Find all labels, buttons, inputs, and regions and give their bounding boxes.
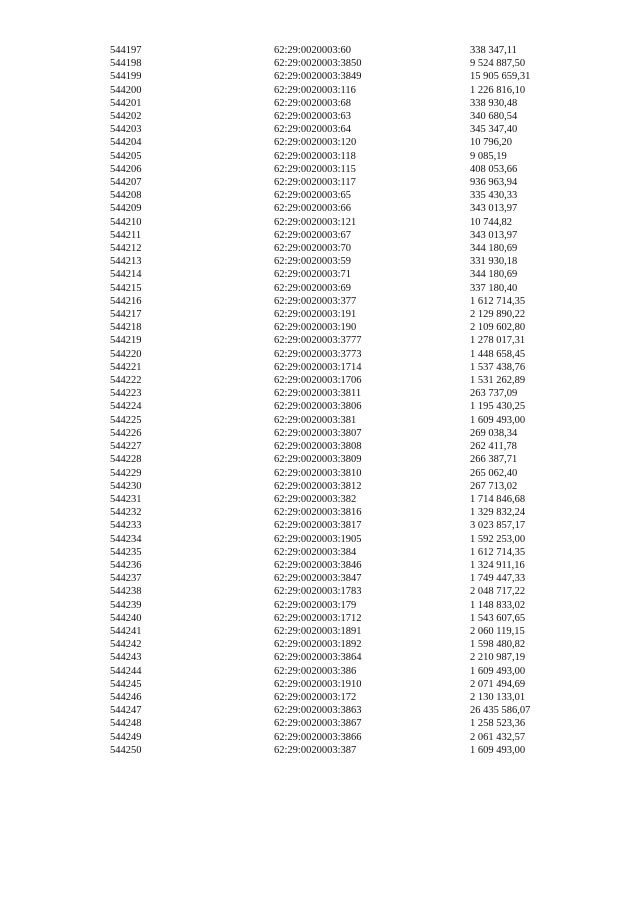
table-row bbox=[0, 123, 640, 136]
cadastral-value: 343 013,97 bbox=[470, 203, 518, 215]
cadastral-value: 15 905 659,31 bbox=[470, 71, 531, 83]
cadastral-number: 62:29:0020003:69 bbox=[274, 282, 352, 294]
table-row bbox=[0, 202, 640, 215]
table-row bbox=[0, 691, 640, 704]
row-number: 544240 bbox=[110, 612, 142, 624]
cadastral-number: 62:29:0020003:3864 bbox=[274, 652, 362, 664]
table-row bbox=[0, 651, 640, 664]
table-row bbox=[0, 493, 640, 506]
cadastral-value: 1 258 523,36 bbox=[470, 718, 526, 730]
table-row bbox=[0, 678, 640, 691]
table-row bbox=[0, 70, 640, 83]
cadastral-value: 344 180,69 bbox=[470, 269, 518, 281]
row-number: 544230 bbox=[110, 480, 142, 492]
cadastral-number: 62:29:0020003:3849 bbox=[274, 71, 362, 83]
cadastral-number: 62:29:0020003:3809 bbox=[274, 454, 362, 466]
row-number: 544249 bbox=[110, 731, 142, 743]
cadastral-number: 62:29:0020003:3867 bbox=[274, 718, 362, 730]
cadastral-value: 2 129 890,22 bbox=[470, 309, 526, 321]
cadastral-number: 62:29:0020003:3812 bbox=[274, 480, 362, 492]
row-number: 544225 bbox=[110, 414, 142, 426]
cadastral-number: 62:29:0020003:1783 bbox=[274, 586, 362, 598]
cadastral-value-table bbox=[0, 44, 640, 757]
cadastral-value: 331 930,18 bbox=[470, 256, 518, 268]
table-row bbox=[0, 282, 640, 295]
table-row bbox=[0, 295, 640, 308]
cadastral-value: 1 609 493,00 bbox=[470, 414, 526, 426]
cadastral-value: 2 210 987,19 bbox=[470, 652, 526, 664]
table-row bbox=[0, 744, 640, 757]
cadastral-value: 1 598 480,82 bbox=[470, 639, 526, 651]
row-number: 544220 bbox=[110, 348, 142, 360]
cadastral-value: 1 537 438,76 bbox=[470, 361, 526, 373]
row-number: 544207 bbox=[110, 177, 142, 189]
cadastral-number: 62:29:0020003:191 bbox=[274, 309, 357, 321]
table-row bbox=[0, 400, 640, 413]
row-number: 544222 bbox=[110, 375, 142, 387]
cadastral-value: 344 180,69 bbox=[470, 243, 518, 255]
row-number: 544199 bbox=[110, 71, 142, 83]
table-row bbox=[0, 268, 640, 281]
cadastral-value: 338 347,11 bbox=[470, 45, 517, 56]
row-number: 544244 bbox=[110, 665, 142, 677]
cadastral-value: 26 435 586,07 bbox=[470, 705, 531, 717]
cadastral-value: 1 609 493,00 bbox=[470, 744, 526, 756]
row-number: 544243 bbox=[110, 652, 142, 664]
row-number: 544224 bbox=[110, 401, 142, 413]
cadastral-number: 62:29:0020003:3816 bbox=[274, 507, 362, 519]
cadastral-number: 62:29:0020003:384 bbox=[274, 546, 357, 558]
table-row bbox=[0, 387, 640, 400]
cadastral-value: 10 796,20 bbox=[470, 137, 512, 149]
cadastral-value: 2 109 602,80 bbox=[470, 322, 526, 334]
cadastral-value: 9 085,19 bbox=[470, 150, 507, 162]
cadastral-number: 62:29:0020003:3773 bbox=[274, 348, 362, 360]
cadastral-value: 2 071 494,69 bbox=[470, 678, 526, 690]
cadastral-value: 263 737,09 bbox=[470, 388, 518, 400]
table-row bbox=[0, 321, 640, 334]
cadastral-number: 62:29:0020003:382 bbox=[274, 493, 357, 505]
row-number: 544208 bbox=[110, 190, 142, 202]
table-row bbox=[0, 97, 640, 110]
table-row bbox=[0, 533, 640, 546]
table-row bbox=[0, 57, 640, 70]
row-number: 544215 bbox=[110, 282, 142, 294]
cadastral-number: 62:29:0020003:116 bbox=[274, 84, 356, 96]
table-body bbox=[0, 44, 640, 757]
cadastral-number: 62:29:0020003:3846 bbox=[274, 559, 362, 571]
table-row bbox=[0, 150, 640, 163]
cadastral-value: 1 531 262,89 bbox=[470, 375, 526, 387]
cadastral-number: 62:29:0020003:60 bbox=[274, 45, 352, 56]
row-number: 544239 bbox=[110, 599, 142, 611]
cadastral-value: 345 347,40 bbox=[470, 124, 518, 136]
cadastral-value: 340 680,54 bbox=[470, 111, 518, 123]
row-number: 544250 bbox=[110, 744, 142, 756]
cadastral-number: 62:29:0020003:121 bbox=[274, 216, 357, 228]
table-row bbox=[0, 427, 640, 440]
row-number: 544236 bbox=[110, 559, 142, 571]
table-row bbox=[0, 480, 640, 493]
cadastral-value: 1 195 430,25 bbox=[470, 401, 526, 413]
cadastral-number: 62:29:0020003:3850 bbox=[274, 58, 362, 70]
cadastral-value: 265 062,40 bbox=[470, 467, 518, 479]
row-number: 544237 bbox=[110, 573, 142, 585]
cadastral-value: 2 130 133,01 bbox=[470, 691, 526, 703]
row-number: 544246 bbox=[110, 691, 142, 703]
cadastral-number: 62:29:0020003:1892 bbox=[274, 639, 362, 651]
row-number: 544217 bbox=[110, 309, 142, 321]
row-number: 544209 bbox=[110, 203, 142, 215]
cadastral-number: 62:29:0020003:387 bbox=[274, 744, 357, 756]
cadastral-number: 62:29:0020003:381 bbox=[274, 414, 357, 426]
cadastral-value: 338 930,48 bbox=[470, 97, 518, 109]
cadastral-value: 9 524 887,50 bbox=[470, 58, 526, 70]
cadastral-number: 62:29:0020003:115 bbox=[274, 163, 356, 175]
table-row bbox=[0, 731, 640, 744]
row-number: 544242 bbox=[110, 639, 142, 651]
table-row bbox=[0, 136, 640, 149]
cadastral-number: 62:29:0020003:190 bbox=[274, 322, 357, 334]
cadastral-value: 2 048 717,22 bbox=[470, 586, 526, 598]
row-number: 544211 bbox=[110, 229, 142, 241]
row-number: 544221 bbox=[110, 361, 142, 373]
row-number: 544210 bbox=[110, 216, 142, 228]
row-number: 544241 bbox=[110, 625, 142, 637]
cadastral-number: 62:29:0020003:377 bbox=[274, 295, 357, 307]
cadastral-number: 62:29:0020003:63 bbox=[274, 111, 352, 123]
cadastral-number: 62:29:0020003:70 bbox=[274, 243, 352, 255]
cadastral-value: 1 543 607,65 bbox=[470, 612, 526, 624]
table-row bbox=[0, 348, 640, 361]
table-row bbox=[0, 163, 640, 176]
row-number: 544204 bbox=[110, 137, 142, 149]
cadastral-number: 62:29:0020003:3847 bbox=[274, 573, 362, 585]
row-number: 544213 bbox=[110, 256, 142, 268]
table-row bbox=[0, 84, 640, 97]
cadastral-number: 62:29:0020003:3777 bbox=[274, 335, 362, 347]
cadastral-number: 62:29:0020003:1706 bbox=[274, 375, 362, 387]
row-number: 544223 bbox=[110, 388, 142, 400]
cadastral-number: 62:29:0020003:120 bbox=[274, 137, 357, 149]
cadastral-number: 62:29:0020003:67 bbox=[274, 229, 352, 241]
cadastral-value: 2 061 432,57 bbox=[470, 731, 526, 743]
row-number: 544200 bbox=[110, 84, 142, 96]
cadastral-number: 62:29:0020003:1714 bbox=[274, 361, 362, 373]
cadastral-value: 1 592 253,00 bbox=[470, 533, 526, 545]
table-row bbox=[0, 216, 640, 229]
table-row bbox=[0, 440, 640, 453]
cadastral-value: 269 038,34 bbox=[470, 427, 518, 439]
table-row bbox=[0, 189, 640, 202]
cadastral-value: 267 713,02 bbox=[470, 480, 518, 492]
cadastral-value: 343 013,97 bbox=[470, 229, 518, 241]
table-row bbox=[0, 665, 640, 678]
cadastral-number: 62:29:0020003:59 bbox=[274, 256, 352, 268]
cadastral-number: 62:29:0020003:118 bbox=[274, 150, 356, 162]
row-number: 544228 bbox=[110, 454, 142, 466]
cadastral-value: 1 226 816,10 bbox=[470, 84, 526, 96]
cadastral-value: 337 180,40 bbox=[470, 282, 518, 294]
cadastral-value: 408 053,66 bbox=[470, 163, 518, 175]
cadastral-value: 1 448 658,45 bbox=[470, 348, 526, 360]
row-number: 544248 bbox=[110, 718, 142, 730]
row-number: 544202 bbox=[110, 111, 142, 123]
table-row bbox=[0, 374, 640, 387]
row-number: 544212 bbox=[110, 243, 142, 255]
cadastral-number: 62:29:0020003:1905 bbox=[274, 533, 362, 545]
cadastral-value: 266 387,71 bbox=[470, 454, 518, 466]
table-row bbox=[0, 229, 640, 242]
cadastral-number: 62:29:0020003:66 bbox=[274, 203, 352, 215]
cadastral-number: 62:29:0020003:3808 bbox=[274, 441, 362, 453]
table-row bbox=[0, 414, 640, 427]
table-row bbox=[0, 717, 640, 730]
table-row bbox=[0, 585, 640, 598]
row-number: 544247 bbox=[110, 705, 142, 717]
row-number: 544226 bbox=[110, 427, 142, 439]
cadastral-number: 62:29:0020003:3810 bbox=[274, 467, 362, 479]
table-row bbox=[0, 559, 640, 572]
cadastral-number: 62:29:0020003:3863 bbox=[274, 705, 362, 717]
row-number: 544229 bbox=[110, 467, 142, 479]
cadastral-number: 62:29:0020003:3866 bbox=[274, 731, 362, 743]
row-number: 544219 bbox=[110, 335, 142, 347]
row-number: 544227 bbox=[110, 441, 142, 453]
table-row bbox=[0, 453, 640, 466]
cadastral-number: 62:29:0020003:64 bbox=[274, 124, 352, 136]
table-row bbox=[0, 638, 640, 651]
table-row bbox=[0, 467, 640, 480]
cadastral-number: 62:29:0020003:3807 bbox=[274, 427, 362, 439]
row-number: 544206 bbox=[110, 163, 142, 175]
table-row bbox=[0, 546, 640, 559]
row-number: 544205 bbox=[110, 150, 142, 162]
table-row bbox=[0, 361, 640, 374]
cadastral-number: 62:29:0020003:1891 bbox=[274, 625, 362, 637]
table-row bbox=[0, 599, 640, 612]
row-number: 544201 bbox=[110, 97, 142, 109]
cadastral-number: 62:29:0020003:3806 bbox=[274, 401, 362, 413]
table-row bbox=[0, 506, 640, 519]
cadastral-number: 62:29:0020003:172 bbox=[274, 691, 357, 703]
row-number: 544245 bbox=[110, 678, 142, 690]
cadastral-value: 1 612 714,35 bbox=[470, 295, 526, 307]
cadastral-value: 1 749 447,33 bbox=[470, 573, 526, 585]
table-row bbox=[0, 242, 640, 255]
row-number: 544198 bbox=[110, 58, 142, 70]
cadastral-number: 62:29:0020003:117 bbox=[274, 177, 356, 189]
cadastral-value: 1 329 832,24 bbox=[470, 507, 526, 519]
cadastral-value: 1 324 911,16 bbox=[470, 559, 525, 571]
row-number: 544233 bbox=[110, 520, 142, 532]
cadastral-value: 1 609 493,00 bbox=[470, 665, 526, 677]
cadastral-value: 262 411,78 bbox=[470, 441, 517, 453]
cadastral-number: 62:29:0020003:3811 bbox=[274, 388, 362, 400]
cadastral-value: 1 148 833,02 bbox=[470, 599, 526, 611]
table-row bbox=[0, 334, 640, 347]
cadastral-value: 3 023 857,17 bbox=[470, 520, 526, 532]
cadastral-value: 1 612 714,35 bbox=[470, 546, 526, 558]
row-number: 544235 bbox=[110, 546, 142, 558]
table-row bbox=[0, 625, 640, 638]
table-row bbox=[0, 110, 640, 123]
row-number: 544232 bbox=[110, 507, 142, 519]
cadastral-value: 10 744,82 bbox=[470, 216, 512, 228]
table-row bbox=[0, 255, 640, 268]
cadastral-value: 2 060 119,15 bbox=[470, 625, 525, 637]
row-number: 544238 bbox=[110, 586, 142, 598]
row-number: 544231 bbox=[110, 493, 142, 505]
table-row bbox=[0, 44, 640, 57]
row-number: 544214 bbox=[110, 269, 142, 281]
cadastral-number: 62:29:0020003:68 bbox=[274, 97, 352, 109]
table-row bbox=[0, 572, 640, 585]
cadastral-number: 62:29:0020003:1910 bbox=[274, 678, 362, 690]
row-number: 544216 bbox=[110, 295, 142, 307]
row-number: 544234 bbox=[110, 533, 142, 545]
table-row bbox=[0, 704, 640, 717]
row-number: 544197 bbox=[110, 45, 142, 56]
cadastral-value: 936 963,94 bbox=[470, 177, 518, 189]
table-row bbox=[0, 176, 640, 189]
cadastral-number: 62:29:0020003:65 bbox=[274, 190, 352, 202]
cadastral-number: 62:29:0020003:1712 bbox=[274, 612, 362, 624]
cadastral-value: 1 278 017,31 bbox=[470, 335, 526, 347]
row-number: 544203 bbox=[110, 124, 142, 136]
cadastral-value: 335 430,33 bbox=[470, 190, 518, 202]
table-row bbox=[0, 612, 640, 625]
cadastral-number: 62:29:0020003:3817 bbox=[274, 520, 362, 532]
cadastral-number: 62:29:0020003:179 bbox=[274, 599, 357, 611]
cadastral-number: 62:29:0020003:71 bbox=[274, 269, 352, 281]
cadastral-value: 1 714 846,68 bbox=[470, 493, 526, 505]
row-number: 544218 bbox=[110, 322, 142, 334]
table-row bbox=[0, 308, 640, 321]
cadastral-number: 62:29:0020003:386 bbox=[274, 665, 357, 677]
table-row bbox=[0, 519, 640, 532]
